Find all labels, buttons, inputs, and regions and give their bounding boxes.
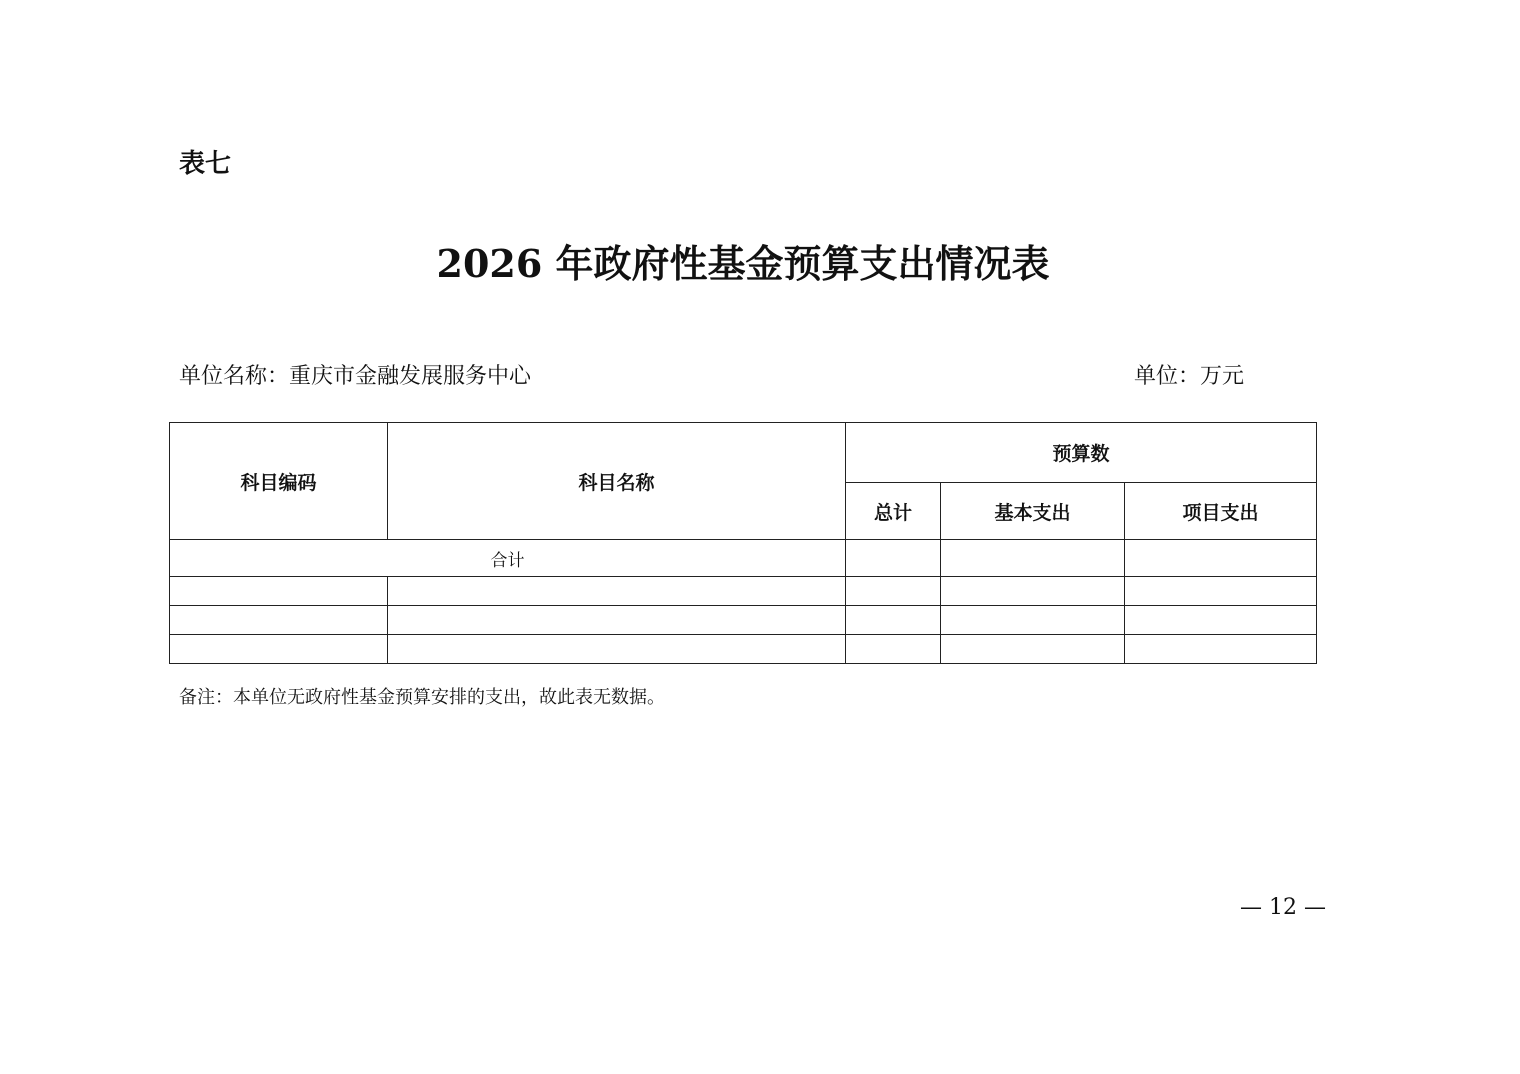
header-project: 项目支出	[1125, 483, 1317, 540]
row-name	[388, 577, 846, 606]
header-total: 总计	[846, 483, 941, 540]
total-row-project	[1125, 540, 1317, 577]
header-name: 科目名称	[388, 423, 846, 540]
header-code: 科目编码	[170, 423, 388, 540]
row-basic	[941, 577, 1125, 606]
header-budget-group: 预算数	[846, 423, 1317, 483]
budget-table	[169, 422, 1317, 664]
total-row	[170, 540, 1317, 577]
row-name	[388, 606, 846, 635]
row-total	[846, 606, 941, 635]
total-row-label: 合计	[170, 540, 846, 577]
page-number: — 12 —	[1240, 895, 1326, 920]
row-code	[170, 577, 388, 606]
table-label: 表七	[179, 149, 232, 179]
row-basic	[941, 635, 1125, 664]
unit-measure: 单位：万元	[1134, 364, 1245, 389]
row-project	[1125, 606, 1317, 635]
table-row	[170, 606, 1317, 635]
header-basic: 基本支出	[941, 483, 1125, 540]
table-header-row	[170, 423, 1317, 483]
table-row	[170, 635, 1317, 664]
row-total	[846, 635, 941, 664]
total-row-total	[846, 540, 941, 577]
row-name	[388, 635, 846, 664]
unit-name: 单位名称：重庆市金融发展服务中心	[179, 364, 532, 389]
row-total	[846, 577, 941, 606]
row-code	[170, 635, 388, 664]
row-code	[170, 606, 388, 635]
table-row	[170, 577, 1317, 606]
document-title: 2026 年政府性基金预算支出情况表	[436, 241, 1050, 286]
total-row-basic	[941, 540, 1125, 577]
row-project	[1125, 577, 1317, 606]
row-basic	[941, 606, 1125, 635]
row-project	[1125, 635, 1317, 664]
table-note: 备注：本单位无政府性基金预算安排的支出，故此表无数据。	[179, 687, 665, 708]
